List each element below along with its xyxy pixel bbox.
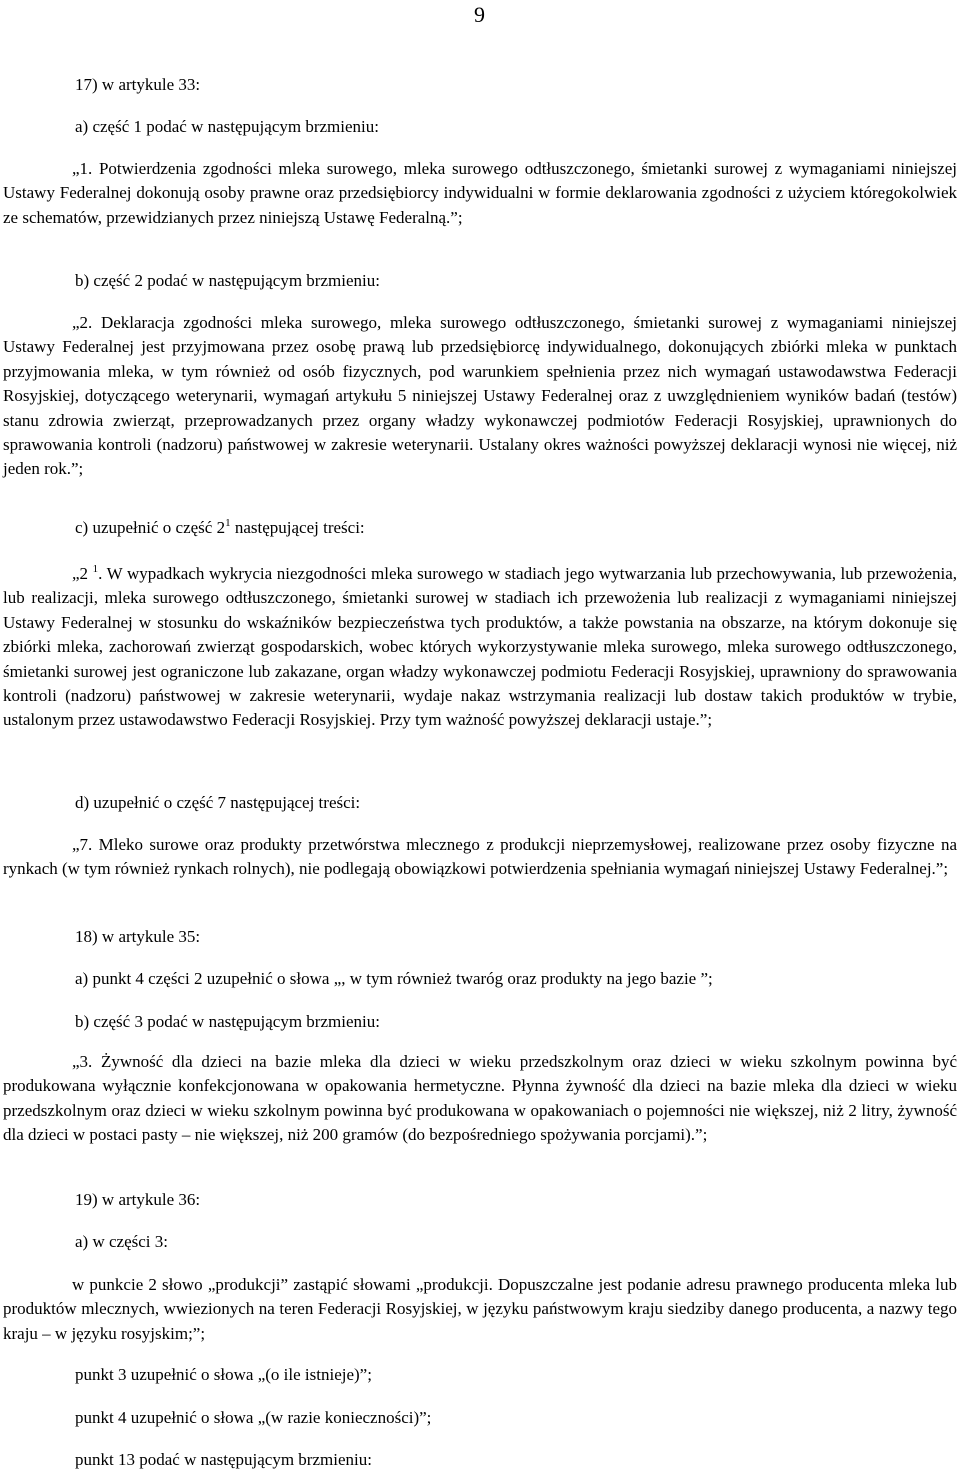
article-36-heading: 19) w artykule 36:: [75, 1190, 201, 1209]
article-35-heading: 18) w artykule 35:: [75, 927, 201, 946]
page-number: 9: [474, 2, 485, 27]
article-33-point-c: [75, 516, 365, 540]
article-33-point-a-text: „1. Potwierdzenia zgodności mleka surowego, mleka surowego odtłuszczonego, śmietanki surowej z wymaganiami niniejszej Ustawy Federalnej dokonują osoby prawne oraz przedsiębiorcy indywidualni w formie deklarowania zgodności z użyciem któregokolwiek ze schematów, przewidzianych przez niniejszą Ustawę Federalną.”;: [3, 159, 957, 227]
article-33-point-c-superscript: 1: [225, 517, 231, 529]
article-36-point-3: punkt 3 uzupełnić o słowa „(o ile istnieje)”;: [75, 1365, 372, 1384]
article-33-point-d-text: „7. Mleko surowe oraz produkty przetwórstwa mlecznego z produkcji nieprzemysłowej, realizowane przez osoby fizyczne na rynkach (w tym również rynkach rolnych), nie podlegają obowiązkowi potwierdzenia spełniania wymagań niniejszej Ustawy Federalnej.”;: [3, 835, 957, 879]
article-35-point-a: a) punkt 4 części 2 uzupełnić o słowa „, w tym również twaróg oraz produkty na jego bazie ”;: [75, 969, 713, 988]
article-33-point-b-text: „2. Deklaracja zgodności mleka surowego, mleka surowego odtłuszczonego, śmietanki surowej z wymaganiami niniejszej Ustawy Federalnej jest przyjmowana przez osobę prawą lub przedsiębiorcę indywidualnego, dokonujących zbiórki mleka w punktach przyjmowania mleka, w tym również od osób fizycznych, pod warunkiem spełnienia przez nich wymagań ustawodawstwa Federacji Rosyjskiej, dotyczącego weterynarii, wymagań artykułu 5 niniejszej Ustawy Federalnej oraz z uwzględnieniem wyników badań (testów) stanu zdrowia zwierząt, przeprowadzanych przez organy władzy wykonawczej podmiotów Federacji Rosyjskiej, uprawnionych do sprawowania kontroli (nadzoru) państwowej w zakresie weterynarii. Ustalany okres ważności powyższej deklaracji wynosi nie więcej, niż jeden rok.”;: [3, 313, 957, 479]
article-33-point-c-tail: następującej treści:: [234, 518, 365, 537]
article-33-point-c-lead: c) uzupełnić o część 2: [75, 518, 226, 537]
article-36-point-4: punkt 4 uzupełnić o słowa „(w razie konieczności)”;: [75, 1408, 432, 1427]
article-35-point-b: b) część 3 podać w następującym brzmieniu:: [75, 1012, 380, 1031]
article-36-point-a: a) w części 3:: [75, 1232, 168, 1251]
article-36-point-13: punkt 13 podać w następującym brzmieniu:: [75, 1450, 372, 1469]
article-33-point-c-text-body: . W wypadkach wykrycia niezgodności mleka surowego w stadiach jego wytwarzania lub przechowywania, lub przewożenia, lub realizacji, mleka surowego odtłuszczonego, śmietanki surowej w stadiach ich przewożenia lub realizacji z wymaganiami niniejszej Ustawy Federalnej w stosunku do wskaźników bezpieczeństwa tych produktów, a także powstania na obszarze, na którym dokonuje się zbiórki mleka, zachorowań zwierząt gospodarskich, wobec których wykorzystywanie mleka surowego, mleka surowego odtłuszczonego, śmietanki surowej jest ograniczone lub zakazane, organ władzy wykonawczej podmiotu Federacji Rosyjskiej, uprawniony do sprawowania kontroli (nadzoru) państwowej w zakresie weterynarii, wydaje nakaz wstrzymania realizacji lub dostaw takich produktów w trybie, ustalonym przez ustawodawstwo Federacji Rosyjskiej. Przy tym ważność powyższej deklaracji ustaje.”;: [3, 564, 957, 730]
article-33-point-c-text-lead: „2: [72, 564, 89, 583]
article-36-point-a-text: w punkcie 2 słowo „produkcji” zastąpić słowami „produkcji. Dopuszczalne jest podanie adresu prawnego producenta mleka lub produktów mlecznych, wwiezionych na teren Federacji Rosyjskiej, w języku państwowym kraju siedziby danego producenta, a nazwy tego kraju – w języku rosyjskim;”;: [3, 1275, 957, 1343]
article-33-point-b: b) część 2 podać w następującym brzmieniu:: [75, 271, 380, 290]
article-33-heading: 17) w artykule 33:: [75, 75, 201, 94]
article-33-point-c-text-superscript: 1: [92, 563, 99, 575]
article-33-point-c-text: [3, 562, 957, 733]
article-33-point-a: a) część 1 podać w następującym brzmieniu:: [75, 117, 379, 136]
article-35-point-b-text: „3. Żywność dla dzieci na bazie mleka dla dzieci w wieku przedszkolnym oraz dzieci w wieku szkolnym powinna być produkowana wyłącznie konfekcjonowana w opakowania hermetyczne. Płynna żywność dla dzieci na bazie mleka dla dzieci w wieku przedszkolnym oraz dzieci w wieku szkolnym powinna być produkowana w opakowaniach o pojemności nie większej, niż 2 litry, żywność dla dzieci w postaci pasty – nie większej, niż 200 gramów (do bezpośredniego spożywania porcjami).”;: [3, 1052, 957, 1145]
article-33-point-d: d) uzupełnić o część 7 następującej treści:: [75, 793, 361, 812]
